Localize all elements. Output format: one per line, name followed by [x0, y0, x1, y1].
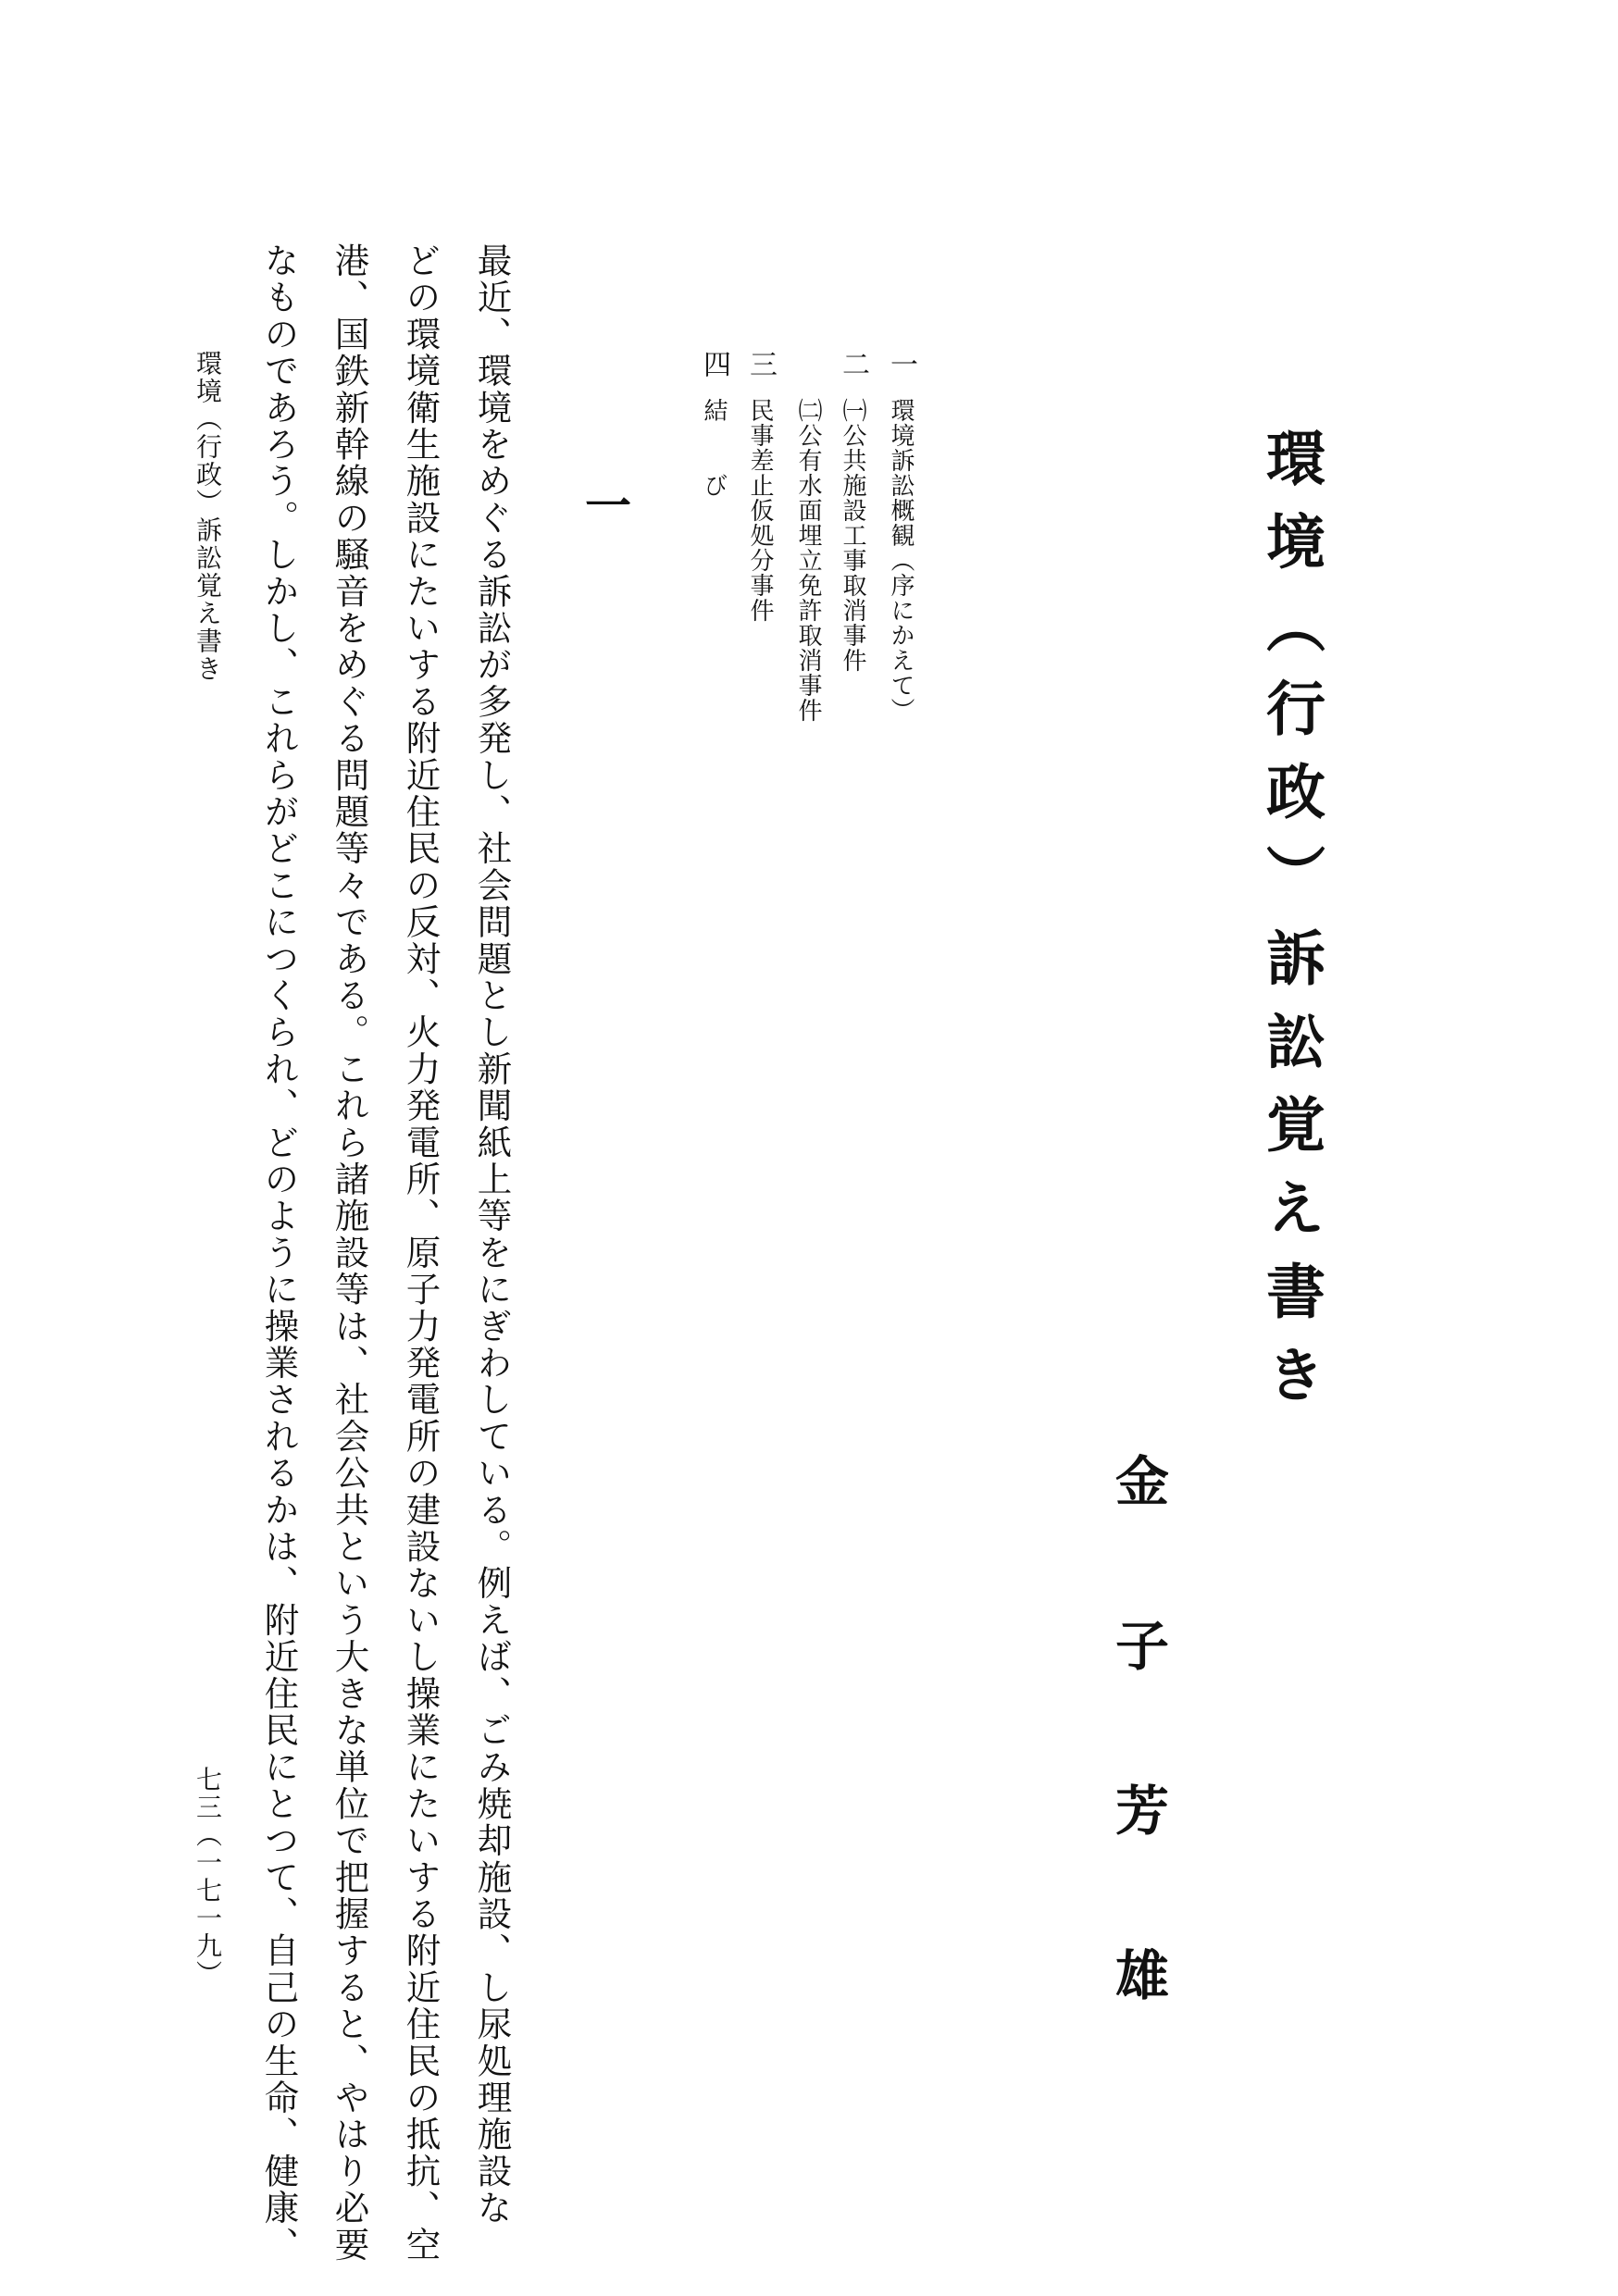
page-number: 七三（一七一九）	[193, 1766, 223, 1988]
body-line: どの環境衛生施設にたいする附近住民の反対、火力発電所、原子力発電所の建設ないし操業にたいする附近住民の抵抗、空	[400, 242, 442, 2264]
toc-item-number: 三	[744, 350, 777, 378]
running-title: 環境（行政）訴訟覚え書き	[193, 350, 223, 683]
toc-item-number: 一	[885, 350, 917, 378]
toc-item-text: 結 び	[700, 398, 728, 498]
body-line: なものであろう。しかし、これらがどこにつくられ、どのように操業されるかは、附近住民にとつて、自己の生命、健康、	[258, 242, 300, 2264]
section-heading: 一	[578, 481, 632, 527]
toc-item-number: 四	[698, 350, 730, 378]
toc-item-text: ㈡公有水面埋立免許取消事件	[794, 398, 822, 723]
toc-item-number: 二	[837, 350, 869, 378]
body-line: 港、国鉄新幹線の騒音をめぐる問題等々である。これら諸施設等は、社会公共という大きな単位で把握すると、やはり必要	[329, 242, 370, 2264]
toc-item-text: ㈠公共施設工事取消事件	[839, 398, 866, 673]
article-title: 環境（行政）訴訟覚え書き	[1256, 428, 1326, 1427]
toc-item-text: 環境訴訟概観（序にかえて）	[887, 398, 915, 723]
toc-item-text: 民事差止仮処分事件	[746, 398, 774, 623]
body-line: 最近、環境をめぐる訴訟が多発し、社会問題とし新聞紙上等をにぎわしている。例えば、ごみ焼却施設、し尿処理施設な	[471, 242, 513, 2227]
article-author: 金子芳雄	[1106, 1453, 1169, 2112]
